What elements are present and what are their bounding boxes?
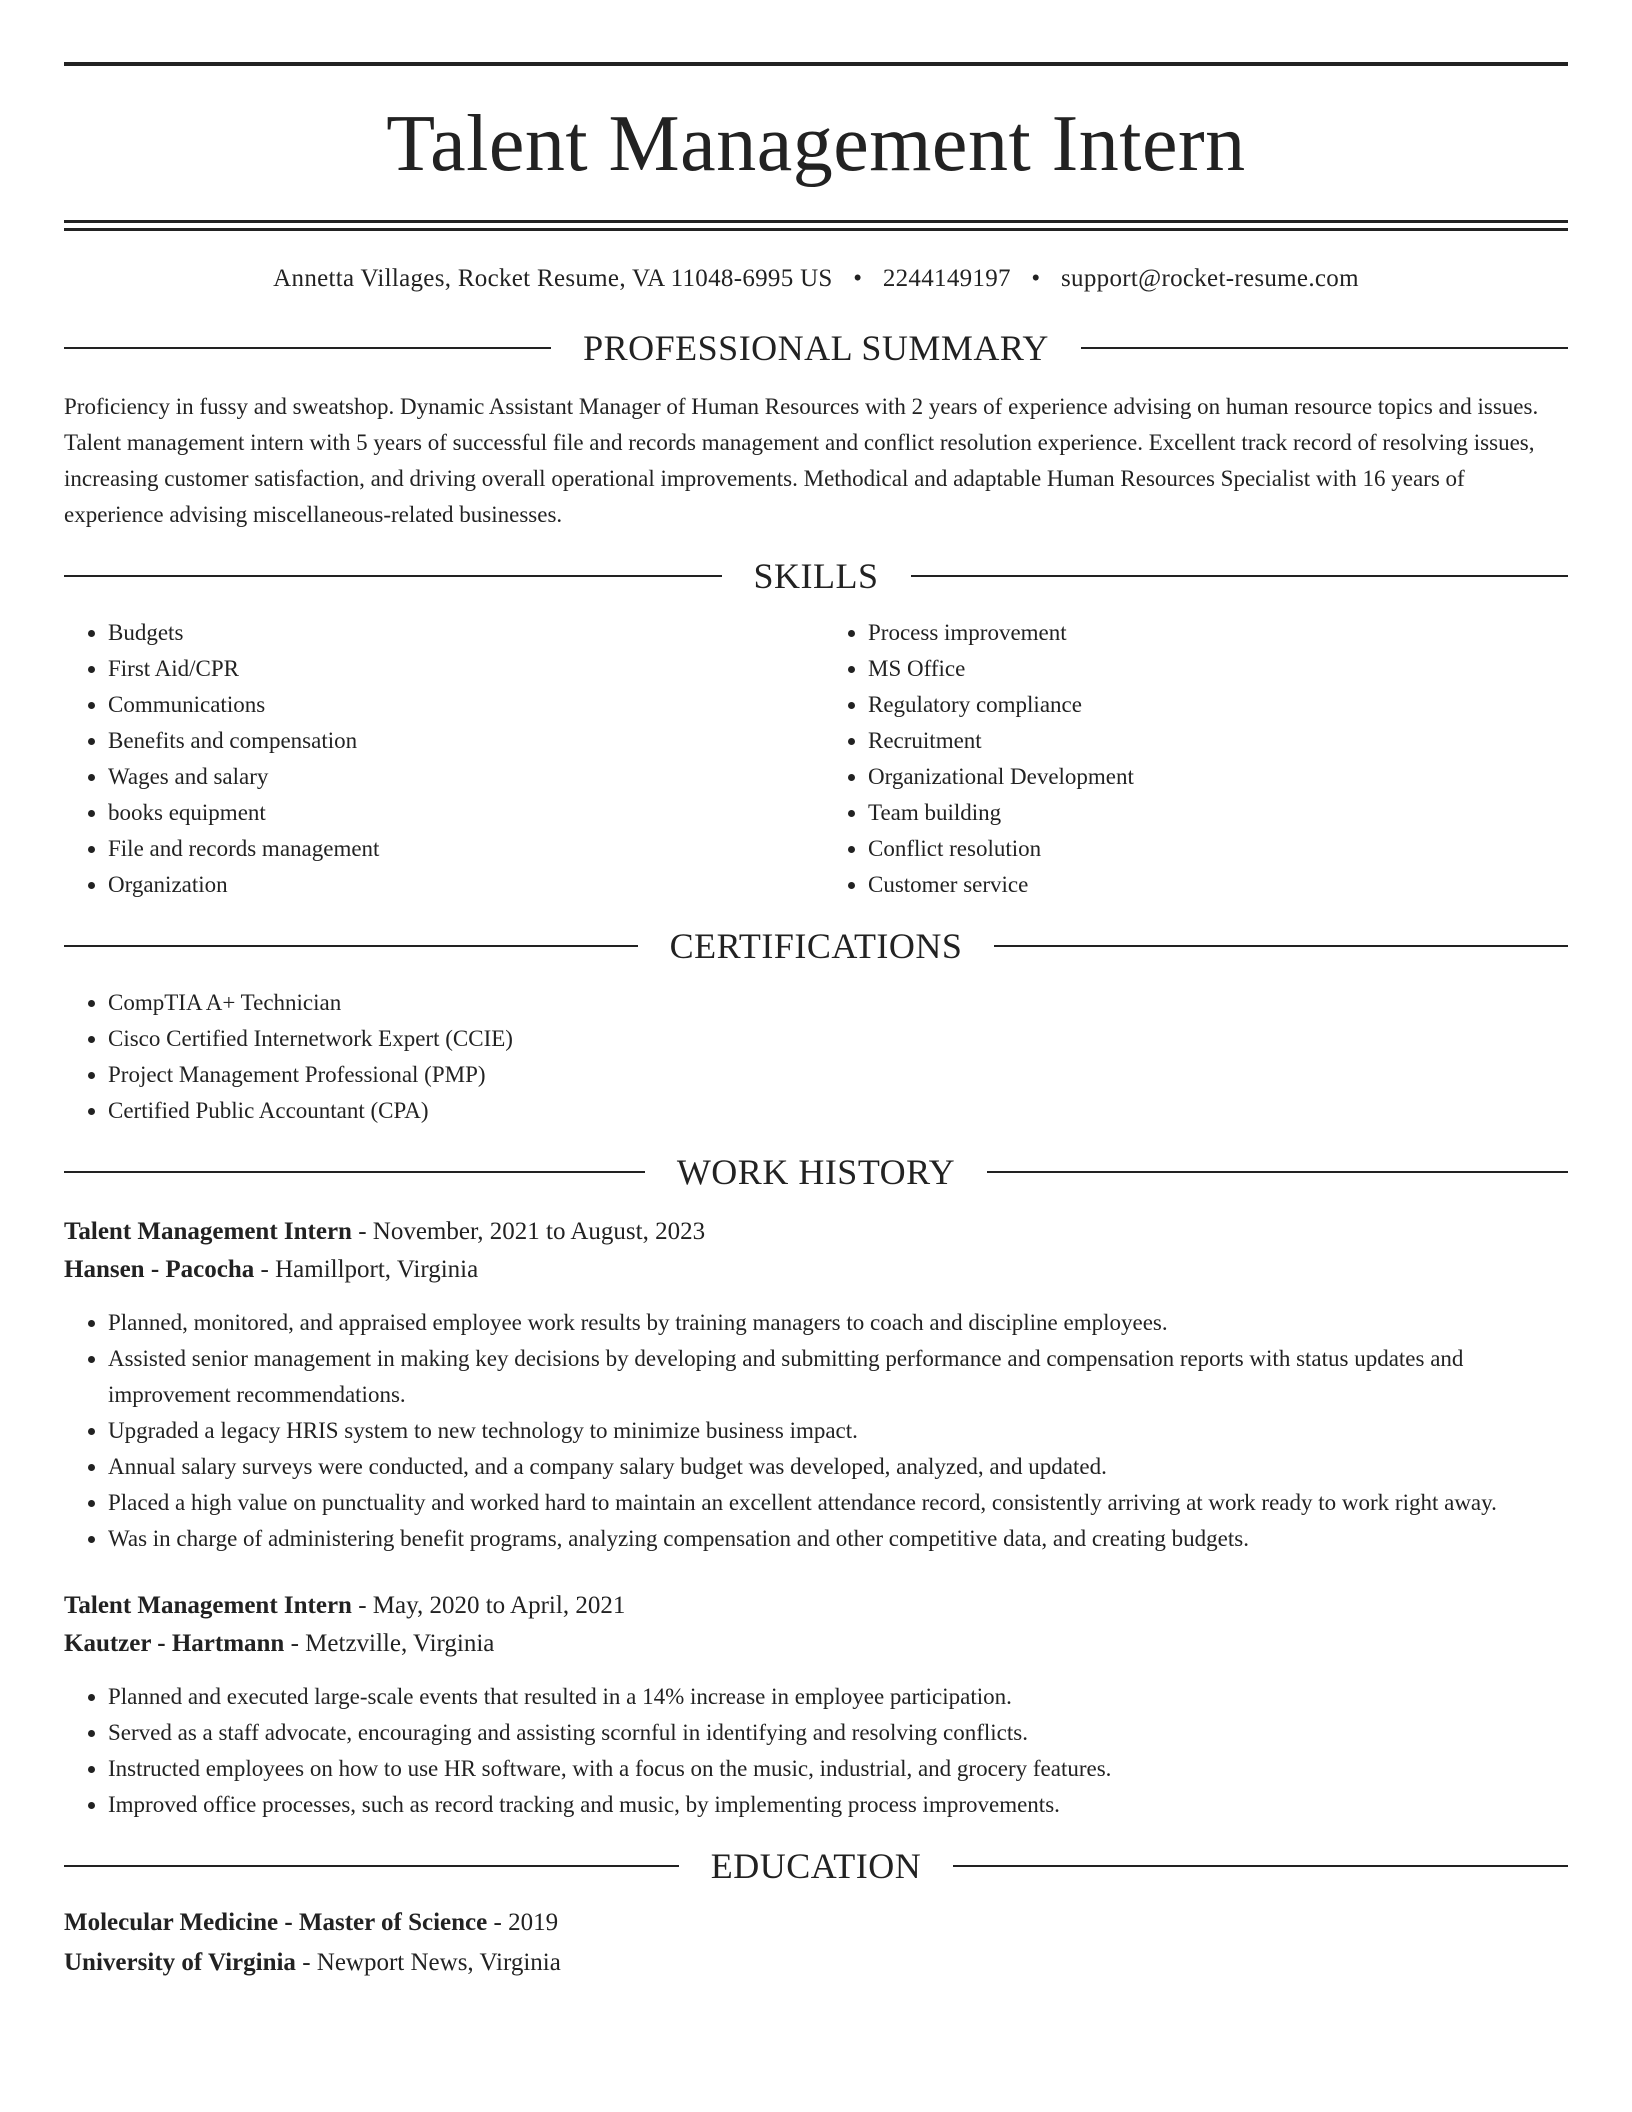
education-degree-line [64,1903,1568,1943]
education-school-line [64,1943,1568,1983]
contact-separator: • [1031,265,1041,292]
contact-email[interactable]: support@rocket-resume.com [1061,265,1359,292]
job-company-line [64,1251,1568,1289]
heading-rule-left [64,575,722,577]
education-entry [64,1903,1568,1983]
heading-rule-left [64,945,638,947]
contact-line [64,265,1568,293]
job-bullet: • Annual salary surveys were conducted, and a company salary budget was developed, analyzed, and updated. [108,1449,1568,1485]
skill-item: • File and records management [108,831,816,867]
job-bullet: • Served as a staff advocate, encouraging and assisting scornful in identifying and resolving conflicts. [108,1715,1568,1751]
education-heading: EDUCATION [710,1846,922,1886]
heading-rule-right [1081,347,1568,349]
heading-rule-left [64,1865,679,1867]
skill-item: • Process improvement [868,615,1568,651]
work-heading: WORK HISTORY [676,1152,956,1192]
skills-list-left [64,615,816,903]
skill-item: • Organizational Development [868,759,1568,795]
job-dates: - May, 2020 to April, 2021 [351,1592,626,1619]
skill-item: • Recruitment [868,723,1568,759]
certification-item: • Certified Public Accountant (CPA) [108,1093,1568,1129]
skill-item: • MS Office [868,651,1568,687]
job-bullet: • Placed a high value on punctuality and worked hard to maintain an excellent attendance record, consistently arriving at work ready to work right away. [108,1485,1568,1521]
education-school: University of Virginia [64,1949,296,1976]
top-rule [64,62,1568,66]
skill-item: • First Aid/CPR [108,651,816,687]
job-bullet-list [64,1679,1568,1823]
heading-rule-right [911,575,1569,577]
contact-address: Annetta Villages, Rocket Resume, VA 11048-6995 US [273,265,833,292]
summary-heading: PROFESSIONAL SUMMARY [583,328,1049,368]
skill-item: • Wages and salary [108,759,816,795]
heading-rule-right [953,1865,1568,1867]
skill-item: • Budgets [108,615,816,651]
skill-item: • Communications [108,687,816,723]
certifications-heading: CERTIFICATIONS [669,926,963,966]
resume-title: Talent Management Intern [386,100,1246,188]
job-title: Talent Management Intern [64,1218,352,1245]
certifications-section-heading [64,925,1568,967]
skill-item: • Benefits and compensation [108,723,816,759]
skill-item: • Team building [868,795,1568,831]
contact-separator: • [853,265,863,292]
job-entry [64,1587,1568,1823]
certification-item: • Project Management Professional (PMP) [108,1057,1568,1093]
education-section-heading [64,1845,1568,1887]
summary-text: Proficiency in fussy and sweatshop. Dynamic Assistant Manager of Human Resources with 2 years of experience advising on human resource topics and issues. Talent management intern with 5 years of successful file and records management and conflict resolution experience. Excellent track record of resolving issues, increasing customer satisfaction, and driving overall operational improvements. Methodical and adaptable Human Resources Specialist with 16 years of experience advising miscellaneous-related businesses. [64,394,1539,527]
summary-section-heading [64,327,1568,369]
job-location: - Hamillport, Virginia [254,1256,479,1283]
job-dates: - November, 2021 to August, 2023 [351,1218,706,1245]
heading-rule-left [64,347,551,349]
heading-rule-right [987,1171,1568,1173]
job-company: Kautzer - Hartmann [64,1630,285,1657]
job-bullet: • Upgraded a legacy HRIS system to new technology to minimize business impact. [108,1413,1568,1449]
certification-item: • CompTIA A+ Technician [108,985,1568,1021]
education-degree: Molecular Medicine - Master of Science [64,1909,488,1936]
work-section-heading [64,1151,1568,1193]
skill-item: • books equipment [108,795,816,831]
title-double-rule [64,220,1568,231]
heading-rule-left [64,1171,645,1173]
job-company: Hansen - Pacocha [64,1256,255,1283]
job-bullet: • Instructed employees on how to use HR software, with a focus on the music, industrial, and grocery features. [108,1751,1568,1787]
skill-item: • Organization [108,867,816,903]
job-title-line [64,1213,1568,1251]
certification-item: • Cisco Certified Internetwork Expert (CCIE) [108,1021,1568,1057]
heading-rule-right [994,945,1568,947]
skill-item: • Conflict resolution [868,831,1568,867]
education-year: - 2019 [487,1909,559,1936]
skill-item: • Regulatory compliance [868,687,1568,723]
certifications-list [64,985,1568,1129]
job-title-line [64,1587,1568,1625]
skills-grid [64,615,1568,903]
contact-phone[interactable]: 2244149197 [882,265,1011,292]
skills-heading: SKILLS [753,556,879,596]
job-location: - Metzville, Virginia [284,1630,495,1657]
job-entry [64,1213,1568,1557]
education-location: - Newport News, Virginia [295,1949,561,1976]
job-bullet: • Assisted senior management in making key decisions by developing and submitting performance and compensation reports with status updates and improvement recommendations. [108,1341,1568,1413]
job-bullet: • Planned, monitored, and appraised employee work results by training managers to coach and discipline employees. [108,1305,1568,1341]
job-title: Talent Management Intern [64,1592,352,1619]
job-bullet: • Planned and executed large-scale events that resulted in a 14% increase in employee participation. [108,1679,1568,1715]
skills-list-right [816,615,1568,903]
job-bullet-list [64,1305,1568,1557]
job-bullet: • Was in charge of administering benefit programs, analyzing compensation and other competitive data, and creating budgets. [108,1521,1568,1557]
skills-section-heading [64,555,1568,597]
skill-item: • Customer service [868,867,1568,903]
job-bullet: • Improved office processes, such as record tracking and music, by implementing process improvements. [108,1787,1568,1823]
job-company-line [64,1625,1568,1663]
